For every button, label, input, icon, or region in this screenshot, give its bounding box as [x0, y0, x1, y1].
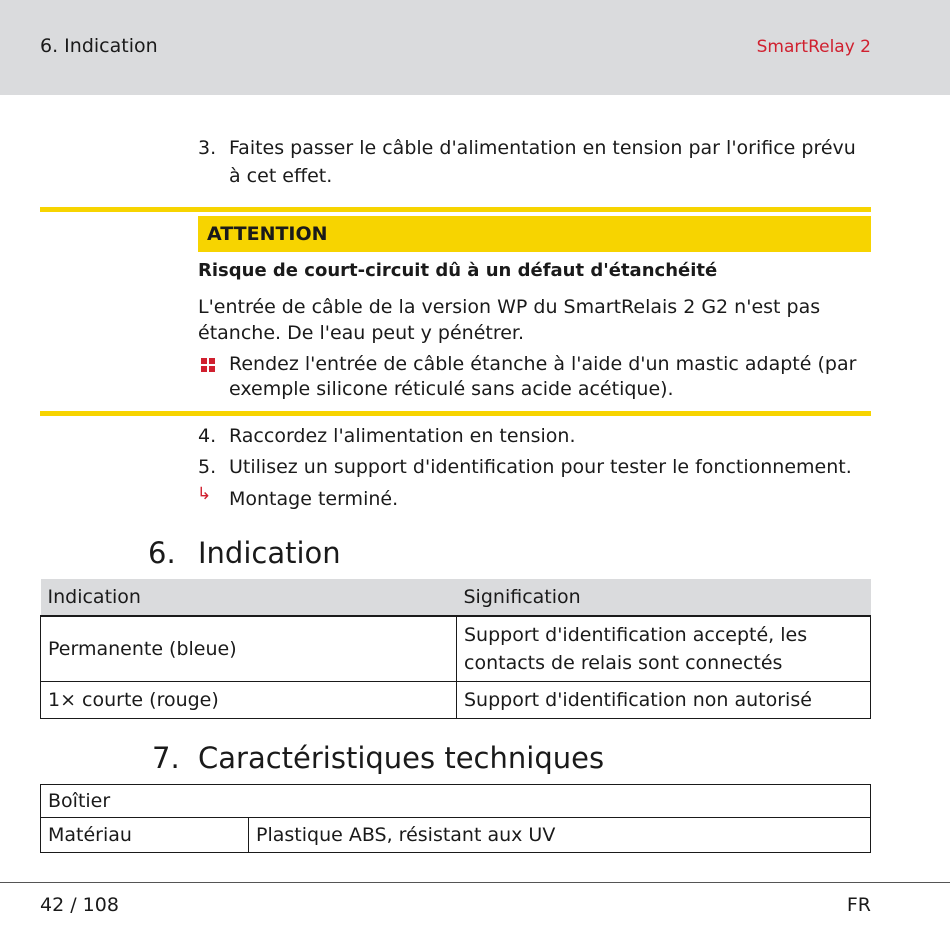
attention-body: L'entrée de câble de la version WP du SmartRelais 2 G2 n'est pas étanche. De l'eau peut y pénétrer.: [198, 296, 821, 344]
result-arrow-icon: ↳: [197, 484, 212, 504]
table-cell: 1× courte (rouge): [41, 682, 457, 719]
page-number: 42 / 108: [40, 894, 119, 916]
step-number: 3.: [198, 137, 217, 159]
header-product-name: SmartRelay 2: [756, 37, 871, 57]
action-grid-icon: [201, 358, 215, 372]
table-row: [41, 818, 871, 853]
table-group-cell: Boîtier: [41, 785, 871, 818]
table-row: [41, 616, 871, 682]
attention-action: Rendez l'entrée de câble étanche à l'aide d'un mastic adapté (par exemple silicone réticulé sans acide acétique).: [229, 353, 857, 400]
section-title: Caractéristiques techniques: [198, 741, 605, 775]
section-title: Indication: [198, 536, 341, 570]
specs-table: [40, 784, 871, 853]
attention-bottom-bar: [40, 411, 871, 416]
attention-title: Risque de court-circuit dû à un défaut d'étanchéité: [198, 260, 718, 281]
table-header-cell: Signification: [457, 579, 871, 616]
table-cell: Matériau: [41, 818, 249, 853]
step-text: Faites passer le câble d'alimentation en tension par l'orifice prévu à cet effet.: [229, 137, 856, 187]
result-text: Montage terminé.: [229, 488, 399, 510]
step-text: Raccordez l'alimentation en tension.: [229, 425, 576, 447]
table-cell: Plastique ABS, résistant aux UV: [249, 818, 871, 853]
table-group-row: [41, 785, 871, 818]
step-number: 4.: [198, 425, 217, 447]
header-section-title: 6. Indication: [40, 35, 158, 57]
table-header-cell: Indication: [41, 579, 457, 616]
section-number: 6.: [148, 536, 176, 570]
table-cell: Support d'identification non autorisé: [457, 682, 871, 719]
footer-divider: [0, 882, 950, 883]
step-number: 5.: [198, 456, 217, 478]
page-header: [0, 0, 950, 95]
indication-table: [40, 579, 871, 719]
step-text: Utilisez un support d'identification pour tester le fonctionnement.: [229, 456, 852, 478]
attention-top-bar: [40, 207, 871, 212]
table-header-row: [41, 579, 871, 616]
section-number: 7.: [152, 741, 180, 775]
table-cell: Support d'identification accepté, les contacts de relais sont connectés: [457, 616, 871, 682]
attention-label: ATTENTION: [198, 216, 871, 252]
table-cell: Permanente (bleue): [41, 616, 457, 682]
language-code: FR: [846, 894, 871, 916]
table-row: [41, 682, 871, 719]
